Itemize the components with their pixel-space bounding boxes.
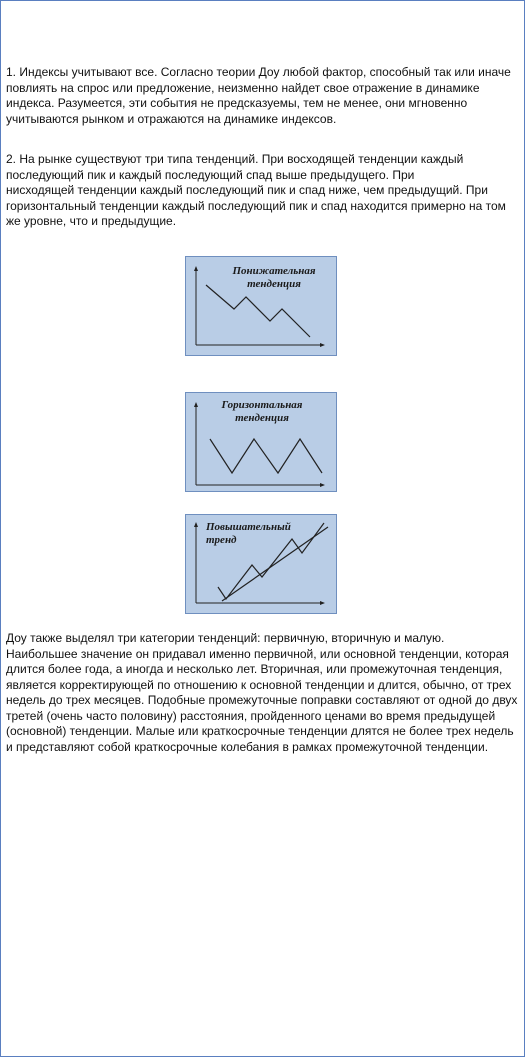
downtrend-title-line2: тенденция — [247, 277, 301, 290]
paragraph-trend-types-part2: нисходящей тенденции каждый последующий пик и спад ниже, чем предыдущий. При горизонтальный тенденции каждый последующий пик и спад находится примерно на том же уровне, что и предыдущие. — [6, 183, 506, 228]
figure-horizontal-trend — [185, 392, 337, 492]
uptrend-title-line1: Повышательный — [206, 521, 291, 533]
horizontal-trend-title — [194, 399, 330, 424]
uptrend-y-arrow — [194, 522, 198, 527]
downtrend-title — [214, 265, 334, 290]
downtrend-title-line1: Понижательная — [232, 265, 316, 277]
uptrend-title-line2: тренд — [206, 533, 237, 546]
horizontal-title-line1: Горизонтальная — [221, 399, 303, 411]
downtrend-y-arrow — [194, 266, 198, 271]
uptrend-x-arrow — [320, 601, 325, 605]
figure-downtrend — [185, 256, 337, 356]
uptrend-title — [206, 521, 296, 546]
paragraph-trend-types — [6, 152, 518, 230]
figure-uptrend — [185, 514, 337, 614]
downtrend-line — [206, 285, 310, 337]
horizontal-x-arrow — [320, 483, 325, 487]
downtrend-x-arrow — [320, 343, 325, 347]
horizontal-trend-line — [210, 439, 322, 473]
paragraph-indices: 1. Индексы учитывают все. Согласно теории Доу любой фактор, способный так или иначе повлиять на спрос или предложение, неизменно найдет свое отражение в динамике индекса. Разумеется, эти события не предсказуемы, тем не менее, они мгновенно учитываются рынком и отражаются на динамике индексов. — [6, 65, 511, 126]
paragraph-trend-types-part1: 2. На рынке существуют три типа тенденций. При восходящей тенденции каждый последующий пик и каждый последующий спад выше предыдущего. При — [6, 152, 464, 182]
paragraph-trend-categories: Доу также выделял три категории тенденций: первичную, вторичную и малую. Наибольшее значение он придавал именно первичной, или основной тенденции, которая длится более года, а иногда и несколько лет. Вторичная, или промежуточная тенденция, является корректирующей по отношению к основной тенденции и длится, обычно, от трех недель до трех месяцев. Подобные промежуточные поправки составляют от одной до двух третей (очень часто половину) расстояния, пройденного ценами во время предыдущей (основной) тенденции. Малые или краткосрочные тенденции длятся не более трех недель и представляют собой краткосрочные колебания в рамках промежуточной тенденции. — [6, 631, 518, 754]
horizontal-title-line2: тенденция — [235, 411, 289, 424]
